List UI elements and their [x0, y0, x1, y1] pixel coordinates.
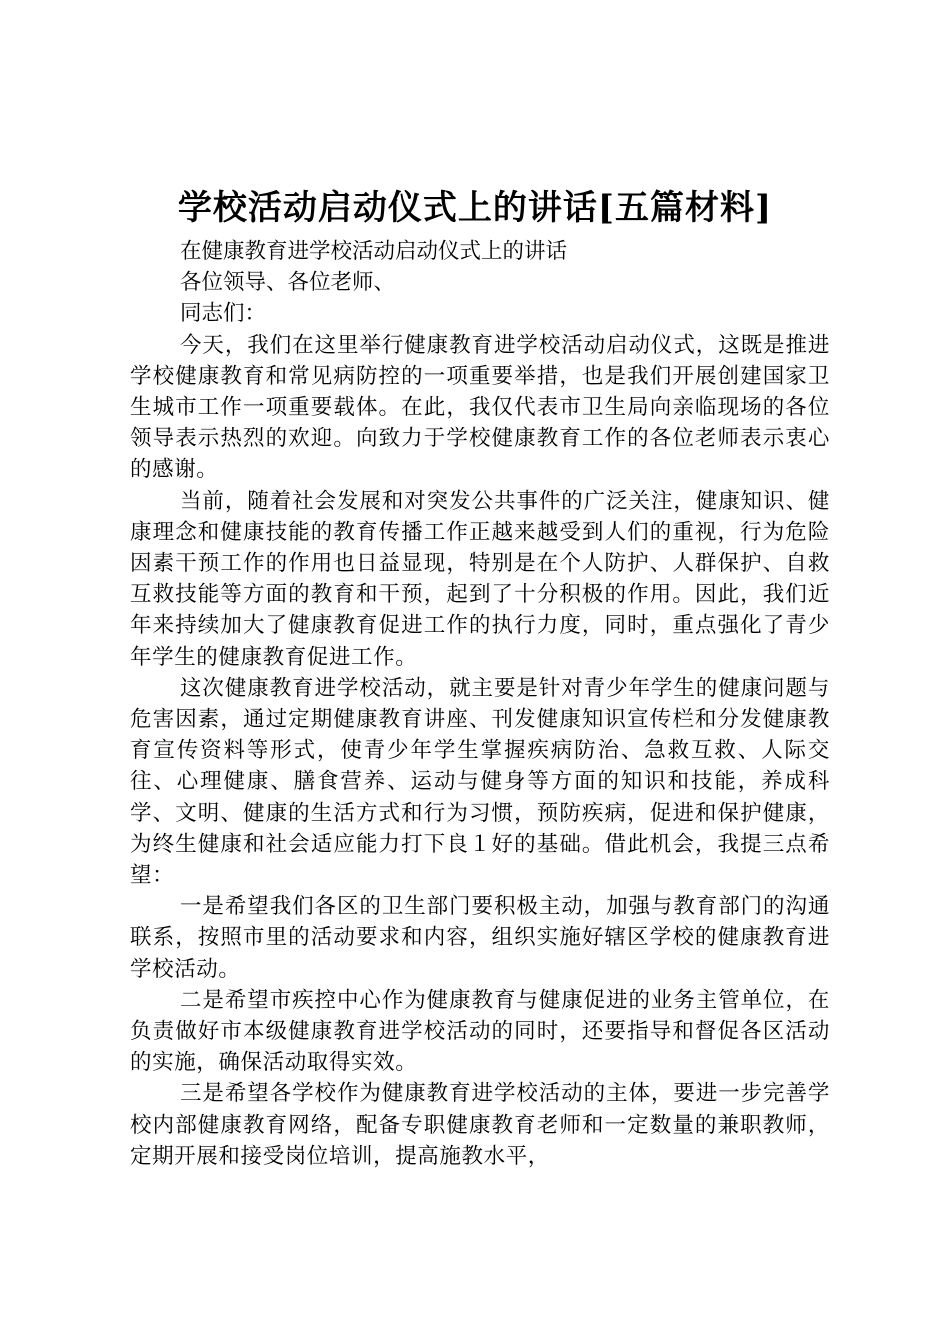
- document-title: 学校活动启动仪式上的讲话[五篇材料]: [177, 188, 773, 228]
- paragraph-6: 三是希望各学校作为健康教育进学校活动的主体，要进一步完善学校内部健康教育网络，配备专职健康教育老师和一定数量的兼职教师，定期开展和接受岗位培训，提高施教水平，: [130, 1081, 830, 1169]
- document-body: [130, 236, 830, 1172]
- paragraph-3: 这次健康教育进学校活动，就主要是针对青少年学生的健康问题与危害因素，通过定期健康教育讲座、刊发健康知识宣传栏和分发健康教育宣传资料等形式，使青少年学生掌握疾病防治、急救互救、人际交往、心理健康、膳食营养、运动与健身等方面的知识和技能，养成科学、文明、健康的生活方式和行为习惯，预防疾病，促进和保护健康，为终生健康和社会适应能力打下良１好的基础。借此机会，我提三点希望：: [130, 675, 830, 889]
- salutation-line-2: 同志们：: [180, 301, 267, 327]
- paragraph-4: 一是希望我们各区的卫生部门要积极主动，加强与教育部门的沟通联系，按照市里的活动要求和内容，组织实施好辖区学校的健康教育进学校活动。: [130, 894, 830, 982]
- salutation-line-1: 各位领导、各位老师、: [180, 270, 396, 296]
- paragraph-2: 当前，随着社会发展和对突发公共事件的广泛关注，健康知识、健康理念和健康技能的教育传播工作正越来越受到人们的重视，行为危险因素干预工作的作用也日益显现，特别是在个人防护、人群保护、自救互救技能等方面的教育和干预，起到了十分积极的作用。因此，我们近年来持续加大了健康教育促进工作的执行力度，同时，重点强化了青少年学生的健康教育促进工作。: [130, 488, 830, 670]
- paragraph-5: 二是希望市疾控中心作为健康教育与健康促进的业务主管单位，在负责做好市本级健康教育进学校活动的同时，还要指导和督促各区活动的实施，确保活动取得实效。: [130, 987, 830, 1076]
- paragraph-1: 今天，我们在这里举行健康教育进学校活动启动仪式，这既是推进学校健康教育和常见病防控的一项重要举措，也是我们开展创建国家卫生城市工作一项重要载体。在此，我仅代表市卫生局向亲临现场的各位领导表示热烈的欢迎。向致力于学校健康教育工作的各位老师表示衷心的感谢。: [130, 332, 830, 483]
- speech-subtitle: 在健康教育进学校活动启动仪式上的讲话: [180, 239, 568, 264]
